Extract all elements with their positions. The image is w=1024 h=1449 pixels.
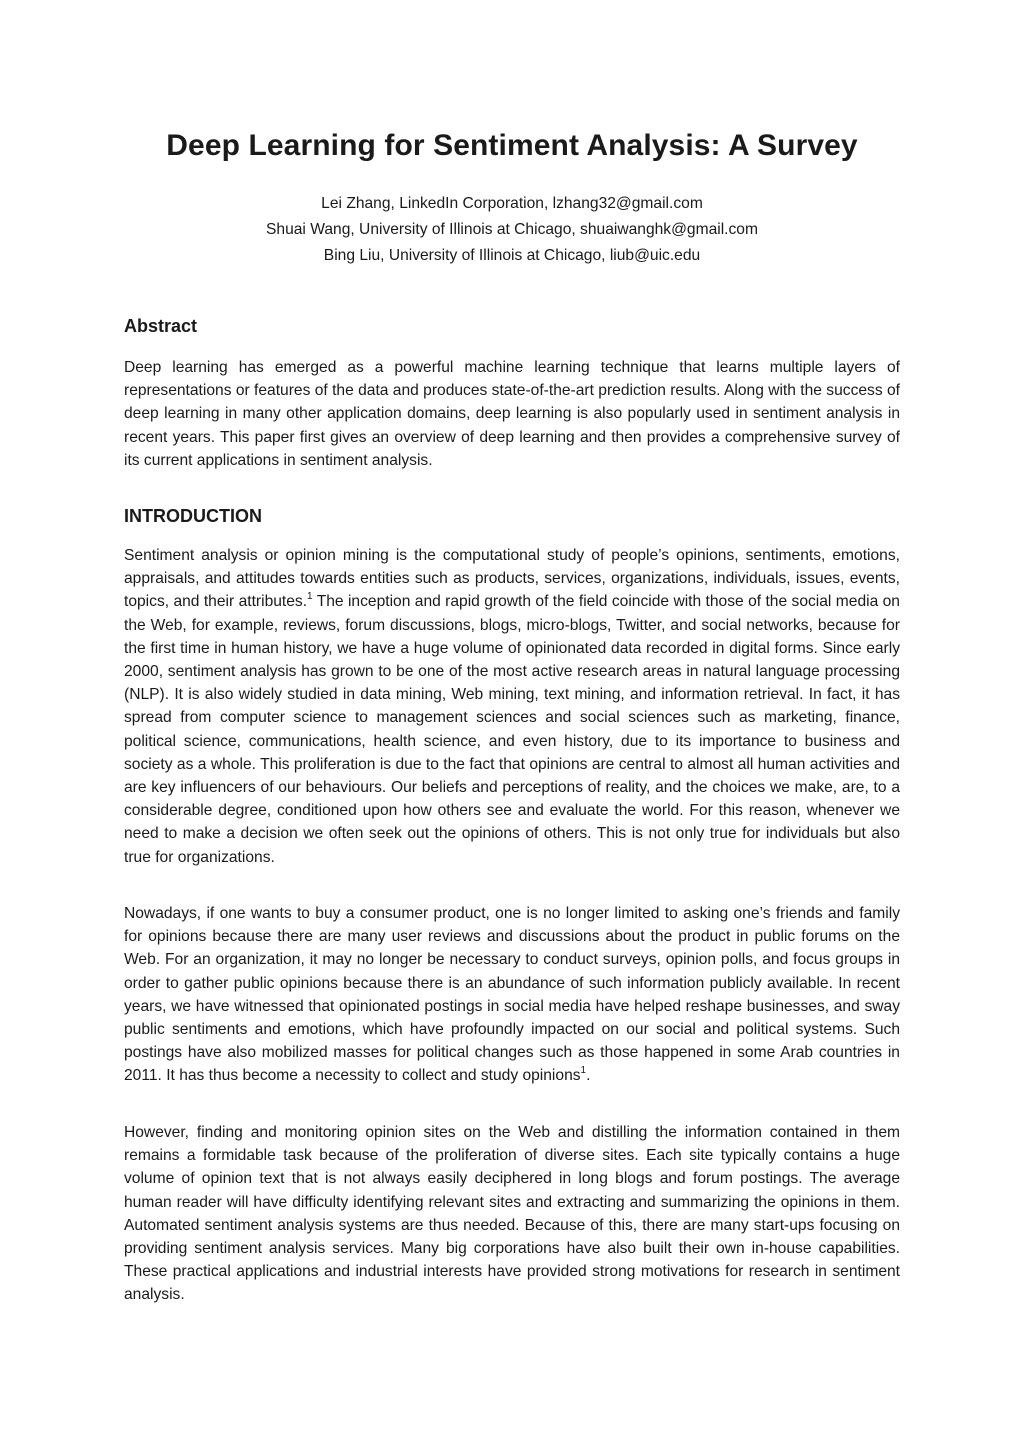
- author-line: Bing Liu, University of Illinois at Chicago, liub@uic.edu: [323, 247, 701, 264]
- footnote-marker: 1: [307, 591, 313, 603]
- author-line: Shuai Wang, University of Illinois at Chicago, shuaiwanghk@gmail.com: [266, 221, 758, 238]
- paragraph-text: Nowadays, if one wants to buy a consumer product, one is no longer limited to asking one’s friends and family for opinions because there are many user reviews and discussions about the product in public forums on the Web. For an organization, it may no longer be necessary to conduct surveys, opinion polls, and focus groups in order to gather public opinions because there is an abundance of such information publicly available. In recent years, we have witnessed that opinionated postings in social media have helped reshape businesses, and sway public sentiments and emotions, which have profoundly impacted on our social and political systems. Such postings have also mobilized masses for political changes such as those happened in some Arab countries in 2011. It has thus become a necessity to collect and study opinions: [124, 905, 900, 1085]
- introduction-paragraph-2: [124, 902, 900, 1088]
- paper-title: Deep Learning for Sentiment Analysis: A Survey: [166, 129, 858, 162]
- abstract-heading: Abstract: [124, 316, 198, 336]
- introduction-paragraph-3: However, finding and monitoring opinion sites on the Web and distilling the information contained in them remains a formidable task because of the proliferation of diverse sites. Each site typically contains a huge volume of opinion text that is not always easily deciphered in long blogs and forum postings. The average human reader will have difficulty identifying relevant sites and extracting and summarizing the opinions in them. Automated sentiment analysis systems are thus needed. Because of this, there are many start-ups focusing on providing sentiment analysis services. Many big corporations have also built their own in-house capabilities. These practical applications and industrial interests have provided strong motivations for research in sentiment analysis.: [124, 1124, 900, 1304]
- paragraph-text: .: [586, 1067, 591, 1085]
- paragraph-text: Sentiment analysis or opinion mining is the computational study of people’s opinions, sentiments, emotions, appraisals, and attitudes towards entities such as products, services, organizations, individuals, issues, events, topics, and their attributes.: [124, 547, 900, 611]
- introduction-paragraph-1: [124, 544, 900, 869]
- abstract-text: Deep learning has emerged as a powerful machine learning technique that learns multiple layers of representations or features of the data and produces state-of-the-art prediction results. Along with the success of deep learning in many other application domains, deep learning is also popularly used in sentiment analysis in recent years. This paper first gives an overview of deep learning and then provides a comprehensive survey of its current applications in sentiment analysis.: [124, 359, 900, 469]
- footnote-marker: 1: [580, 1065, 587, 1077]
- paragraph-text: The inception and rapid growth of the field coincide with those of the social media on the Web, for example, reviews, forum discussions, blogs, micro-blogs, Twitter, and social networks, because for the first time in human history, we have a huge volume of opinionated data recorded in digital forms. Since early 2000, sentiment analysis has grown to be one of the most active research areas in natural language processing (NLP). It is also widely studied in data mining, Web mining, text mining, and information retrieval. In fact, it has spread from computer science to management sciences and social sciences such as marketing, finance, political science, communications, health science, and even history, due to its importance to business and society as a whole. This proliferation is due to the fact that opinions are central to almost all human activities and are key influencers of our behaviours. Our beliefs and perceptions of reality, and the choices we make, are, to a considerable degree, conditioned upon how others see and evaluate the world. For this reason, whenever we need to make a decision we often seek out the opinions of others. This is not only true for individuals but also true for organizations.: [124, 593, 900, 866]
- introduction-heading: INTRODUCTION: [124, 506, 262, 526]
- author-line: Lei Zhang, LinkedIn Corporation, lzhang32@gmail.com: [321, 195, 703, 212]
- author-list: [0, 191, 1024, 269]
